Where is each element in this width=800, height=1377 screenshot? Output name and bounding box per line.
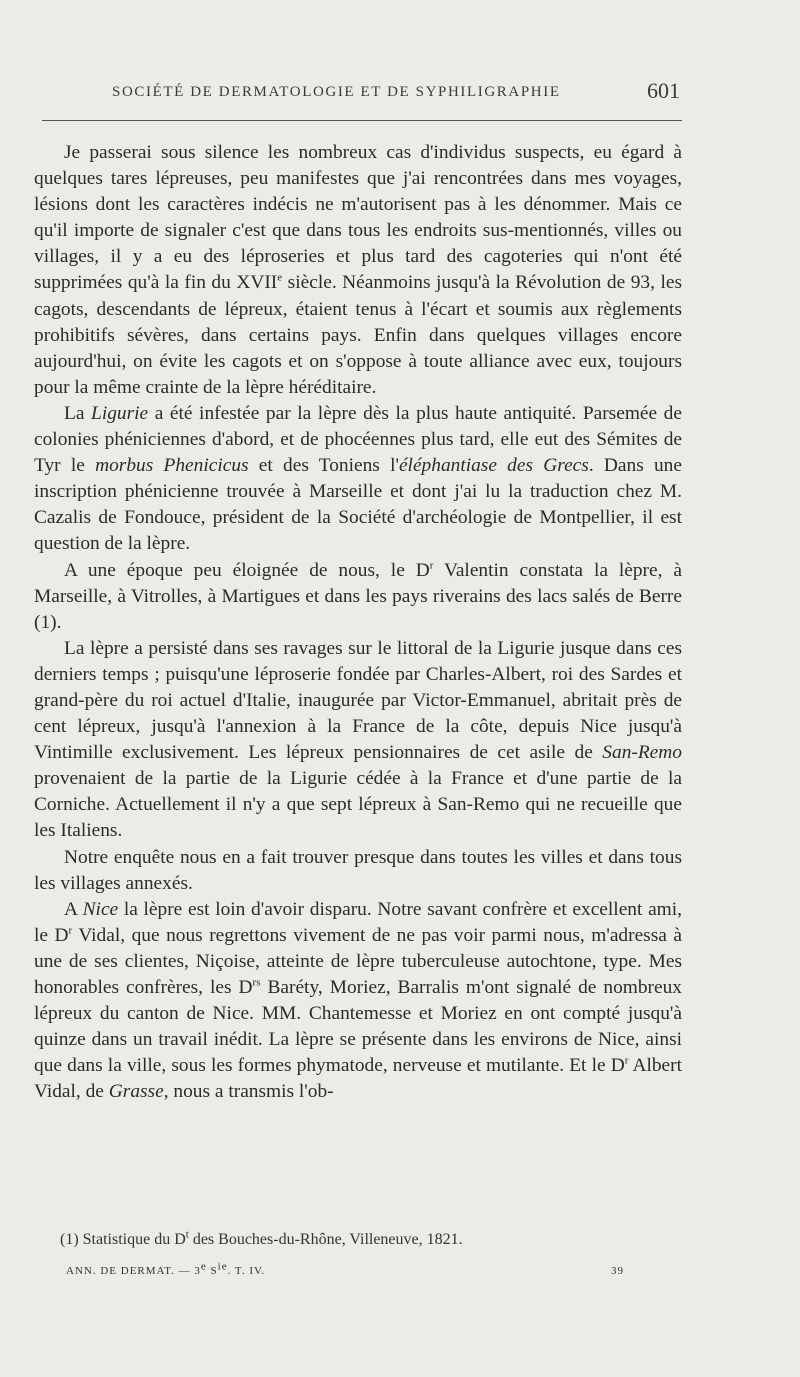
paragraph-5: Notre enquête nous en a fait trouver presque dans toutes les villes et dans tous les villages annexés. — [34, 846, 682, 894]
running-header — [112, 78, 680, 106]
emphasis-grasse: Grasse — [108, 1081, 164, 1103]
paragraph-3: A une époque peu éloignée de nous, le $D^r$ Valentin constata la lèpre, à Marseille, à Vitrolles, à Martigues et dans les pays riverains des lacs salés de Berre (1). — [34, 559, 682, 633]
emphasis-nice: Nice — [82, 898, 119, 920]
paragraph-6: A Nice la lèpre est loin d'avoir disparu. Notre savant confrère et excellent ami, le $D^r$ Vidal, que nous regrettons vivement de ne pas voir parmi nous, m'adressa à une de ses clientes, Niçoise, atteinte de lèpre tuberculeuse autochtone, type. Mes honorables confrères, les $D^{rs}$ Baréty, Moriez, Barralis m'ont signalé de nombreux lépreux du canton de Nice. MM. Chantemesse et Moriez en ont compté jusqu'à quinze dans un travail inédit. La lèpre se présente dans les environs de Nice, ainsi que dans la ville, sous les formes phymatode, nerveuse et mutilante. Et le $D^r$ Albert Vidal, de Grasse, nous a transmis l'ob- — [34, 898, 682, 1103]
page-number: 601 — [647, 78, 680, 103]
body-text — [34, 140, 682, 1105]
emphasis-elephantiase: éléphantiase des Grecs — [398, 455, 589, 477]
emphasis-san-remo: San-Remo — [602, 742, 682, 764]
signature-mark: 39 — [611, 1265, 624, 1277]
paragraph-2: La Ligurie a été infestée par la lèpre dès la plus haute antiquité. Parsemée de colonies phéniciennes d'abord, et de phocéennes plus tard, elle eut des Sémites de Tyr le morbus Phenicicus et des Toniens l'éléphantiase des Grecs. Dans une inscription phénicienne trouvée à Marseille et dont j'ai lu la traduction chez M. Cazalis de Fondouce, président de la Société d'archéologie de Montpellier, il est question de la lèpre. — [34, 402, 682, 555]
paragraph-4: La lèpre a persisté dans ses ravages sur le littoral de la Ligurie jusque dans ces derniers temps ; puisqu'une léproserie fondée par Charles-Albert, roi des Sardes et grand-père du roi actuel d'Italie, inaugurée par Victor-Emmanuel, abritait près de cent lépreux, jusqu'à l'annexion à la France de la côte, depuis Nice jusqu'à Vintimille exclusivement. Les lépreux pensionnaires de cet asile de San-Remo provenaient de la partie de la Ligurie cédée à la France et d'une partie de la Corniche. Actuellement il n'y a que sept lépreux à San-Remo qui ne recueille que les Italiens. — [34, 637, 682, 842]
running-title: SOCIÉTÉ DE DERMATOLOGIE ET DE SYPHILIGRAPHIE — [112, 84, 561, 100]
bottom-line — [66, 1260, 624, 1283]
emphasis-morbus: morbus Phenicicus — [95, 455, 249, 477]
emphasis-ligurie: Ligurie — [91, 402, 149, 424]
header-rule — [42, 120, 682, 121]
journal-reference: ANN. DE DERMAT. — 3e $S^{ie}$. T. IV. — [66, 1260, 266, 1277]
paragraph-1: Je passerai sous silence les nombreux cas d'individus suspects, eu égard à quelques tares lépreuses, peu manifestes que j'ai rencontrées dans mes voyages, lésions dont les caractères indécis ne m'autorisent pas à les dénommer. Mais ce qu'il importe de signaler c'est que dans tous les endroits sus-mentionnés, villes ou villages, il y a eu des léproseries et plus tard des cagoteries qui n'ont été supprimées qu'à la fin du XVIIe siècle. Néanmoins jusqu'à la Révolution de 93, les cagots, descendants de lépreux, étaient tenus à l'écart et soumis aux règlements prohibitifs sévères, dans certains pays. Enfin dans quelques villages encore aujourd'hui, on évite les cagots et on s'oppose à toute alliance avec eux, toujours pour la même crainte de la lèpre héréditaire. — [34, 142, 682, 398]
footnote: (1) Statistique du $D^t$ des Bouches-du-Rhône, Villeneuve, 1821. — [60, 1228, 463, 1248]
